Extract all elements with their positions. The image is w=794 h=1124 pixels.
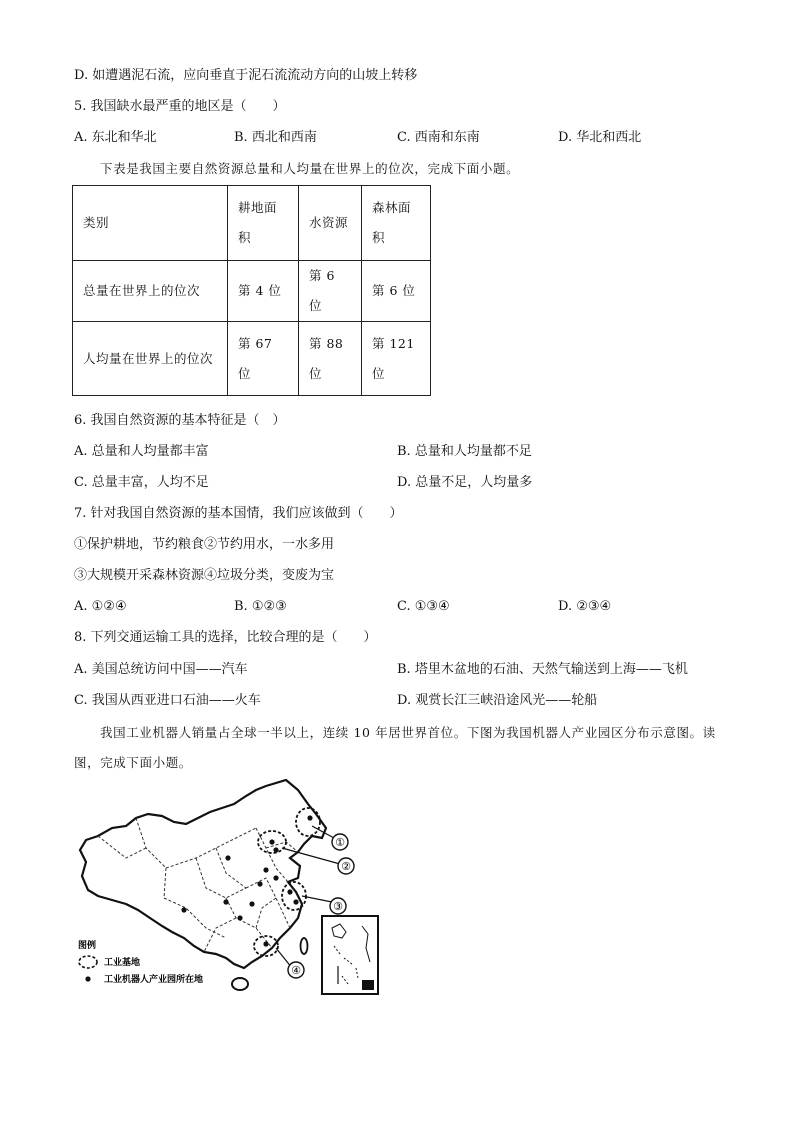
map-legend: [78, 939, 203, 985]
legend-park-label: 工业机器人产业园所在地: [104, 975, 204, 985]
q7-line-2: ③大规模开采森林资源④垃圾分类，变废为宝: [74, 568, 335, 583]
china-outline: [80, 780, 326, 968]
q5-option-a: A. 东北和华北: [74, 130, 157, 145]
q6-option-a: A. 总量和人均量都丰富: [74, 444, 209, 459]
table-cell: 第 121 位: [362, 322, 431, 396]
q5-option-c: C. 西南和东南: [397, 130, 480, 145]
q5-stem: 5. 我国缺水最严重的地区是（ ）: [74, 99, 286, 114]
q6-stem: 6. 我国自然资源的基本特征是（ ）: [74, 413, 286, 428]
province-borders: [98, 818, 298, 952]
q8-option-a: A. 美国总统访问中国——汽车: [74, 662, 248, 677]
taiwan-island: [301, 938, 308, 954]
q6-option-b: B. 总量和人均量都不足: [397, 444, 532, 459]
svg-text:③: ③: [333, 900, 343, 913]
table-cell: 总量在世界上的位次: [73, 261, 228, 322]
q4-option-d: D. 如遭遇泥石流，应向垂直于泥石流流动方向的山坡上转移: [74, 68, 418, 83]
legend-title: 图例: [78, 941, 97, 951]
table-cell: 第 6 位: [362, 261, 431, 322]
table-cell: 人均量在世界上的位次: [73, 322, 228, 396]
q8-stem: 8. 下列交通运输工具的选择，比较合理的是（ ）: [74, 630, 377, 645]
resource-table: [72, 185, 431, 396]
south-china-sea-inset: [322, 916, 378, 994]
q7-option-d: D. ②③④: [558, 599, 612, 614]
q5-option-d: D. 华北和西北: [558, 130, 642, 145]
table-cell: 第 4 位: [228, 261, 299, 322]
table-header-water: 水资源: [299, 186, 362, 261]
q8-option-b: B. 塔里木盆地的石油、天然气输送到上海——飞机: [397, 662, 688, 677]
table-header-category: 类别: [73, 186, 228, 261]
hainan-island: [232, 978, 248, 990]
table-cell: 第 88 位: [299, 322, 362, 396]
q5-option-b: B. 西北和西南: [234, 130, 317, 145]
robot-industry-map: [76, 778, 386, 998]
svg-text:②: ②: [341, 860, 351, 873]
table-header-forest: 森林面积: [362, 186, 431, 261]
table-header-farmland: 耕地面积: [228, 186, 299, 261]
q7-option-a: A. ①②④: [74, 599, 127, 614]
legend-park-symbol: [85, 976, 90, 981]
q8-option-c: C. 我国从西亚进口石油——火车: [74, 693, 261, 708]
q7-line-1: ①保护耕地，节约粮食②节约用水，一水多用: [74, 537, 335, 552]
marker-4: [288, 962, 304, 978]
table-cell: 第 67 位: [228, 322, 299, 396]
legend-base-label: 工业基地: [104, 958, 141, 968]
q6-option-d: D. 总量不足，人均量多: [397, 475, 533, 490]
q6-option-c: C. 总量丰富，人均不足: [74, 475, 209, 490]
q7-option-c: C. ①③④: [397, 599, 450, 614]
svg-text:④: ④: [291, 964, 301, 977]
map-intro: 我国工业机器人销量占全球一半以上，连续 10 年居世界首位。下图为我国机器人产业园区分布示意图。读图，完成下面小题。: [74, 725, 716, 770]
svg-text:①: ①: [335, 836, 345, 849]
legend-base-symbol: [79, 956, 97, 968]
marker-1: [332, 834, 348, 850]
marker-2: [338, 858, 354, 874]
table-cell: 第 6 位: [299, 261, 362, 322]
q7-stem: 7. 针对我国自然资源的基本国情，我们应该做到（ ）: [74, 506, 403, 521]
marker-3: [330, 898, 346, 914]
table-intro: 下表是我国主要自然资源总量和人均量在世界上的位次，完成下面小题。: [100, 161, 520, 176]
q8-option-d: D. 观赏长江三峡沿途风光——轮船: [397, 693, 598, 708]
q7-option-b: B. ①②③: [234, 599, 287, 614]
